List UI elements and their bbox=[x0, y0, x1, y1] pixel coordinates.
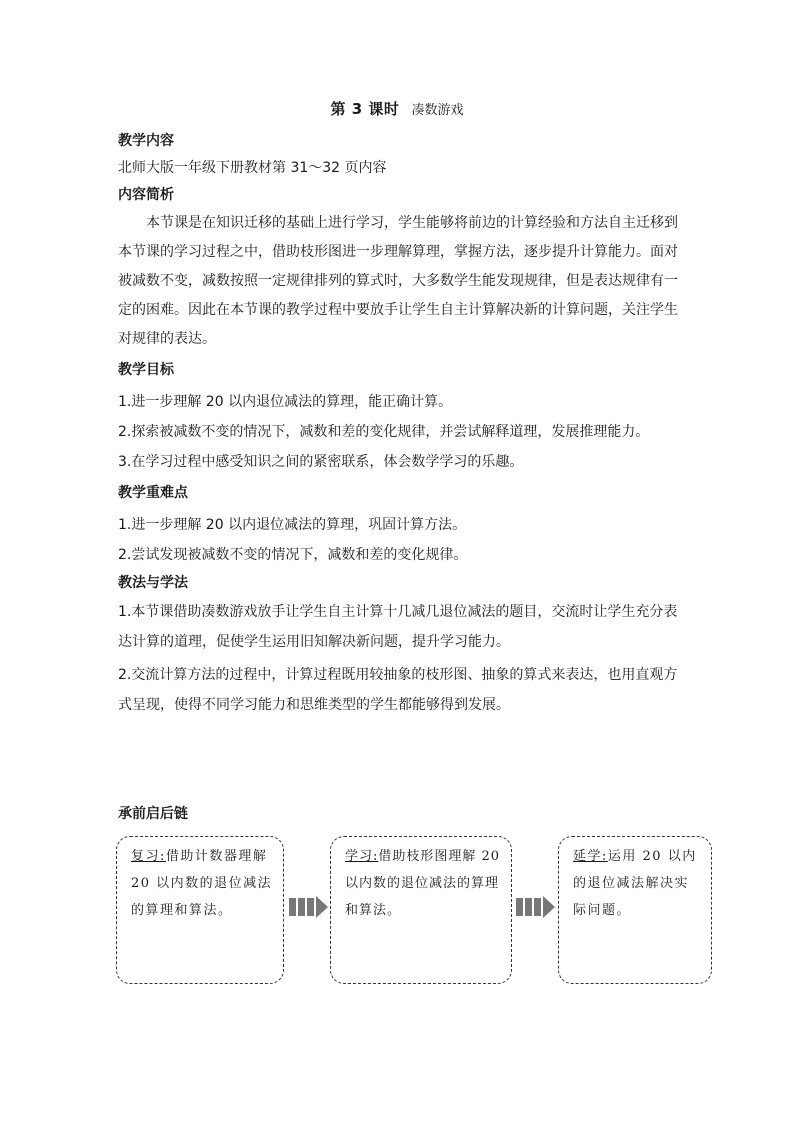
lesson-number: 第 3 课时 bbox=[330, 100, 400, 118]
keypoint-item: 1.进一步理解 20 以内退位减法的算理，巩固计算方法。 bbox=[118, 517, 467, 533]
goal-item: 2.探索被减数不变的情况下，减数和差的变化规律，并尝试解释道理，发展推理能力。 bbox=[118, 424, 650, 440]
extend-label: 延学: bbox=[573, 849, 608, 864]
method-item: 2.交流计算方法的过程中，计算过程既用较抽象的枝形图、抽象的算式来表达，也用直观方式呈现，使得不同学习能力和思维类型的学生都能够得到发展。 bbox=[118, 667, 678, 713]
extend-box bbox=[558, 836, 712, 984]
learn-label: 学习: bbox=[345, 849, 379, 864]
extend-text: 运用 20 以内的退位减法解决实际问题。 bbox=[573, 849, 697, 918]
chain-heading: 承前启后链 bbox=[118, 806, 188, 822]
lesson-title bbox=[0, 98, 794, 119]
goal-item: 3.在学习过程中感受知识之间的紧密联系，体会数学学习的乐趣。 bbox=[118, 454, 524, 470]
lesson-topic: 凑数游戏 bbox=[411, 103, 464, 118]
method-item: 1.本节课借助凑数游戏放手让学生自主计算十几减几退位减法的题目，交流时让学生充分表达计算的道理，促使学生运用旧知解决新问题，提升学习能力。 bbox=[118, 604, 678, 650]
learn-text: 借助枝形图理解 20 以内数的退位减法的算理和算法。 bbox=[345, 849, 501, 918]
content-text: 北师大版一年级下册教材第 31～32 页内容 bbox=[118, 160, 387, 176]
keypoint-item: 2.尝试发现被减数不变的情况下，减数和差的变化规律。 bbox=[118, 547, 468, 563]
section-heading-analysis: 内容简析 bbox=[118, 187, 174, 203]
goal-item: 1.进一步理解 20 以内退位减法的算理，能正确计算。 bbox=[118, 394, 453, 410]
section-heading-content: 教学内容 bbox=[118, 133, 174, 149]
review-text: 借助计数器理解 20 以内数的退位减法的算理和算法。 bbox=[131, 849, 273, 918]
section-heading-goals: 教学目标 bbox=[118, 362, 174, 378]
striped-right-arrow-icon bbox=[516, 896, 555, 918]
review-box bbox=[116, 836, 284, 984]
learn-box bbox=[330, 836, 512, 984]
review-label: 复习: bbox=[131, 849, 166, 864]
lesson-body bbox=[118, 128, 678, 720]
section-heading-keypoints: 教学重难点 bbox=[118, 485, 188, 501]
section-heading-methods: 教法与学法 bbox=[118, 575, 188, 591]
striped-right-arrow-icon bbox=[289, 896, 328, 918]
analysis-text: 本节课是在知识迁移的基础上进行学习，学生能够将前边的计算经验和方法自主迁移到本节课的学习过程之中，借助枝形图进一步理解算理，掌握方法，逐步提升计算能力。面对被减数不变，减数按照一定规律排列的算式时，大多数学生能发现规律，但是表达规律有一定的困难。因此在本节课的教学过程中要放手让学生自主计算解决新的计算问题，关注学生对规律的表达。 bbox=[118, 215, 678, 347]
